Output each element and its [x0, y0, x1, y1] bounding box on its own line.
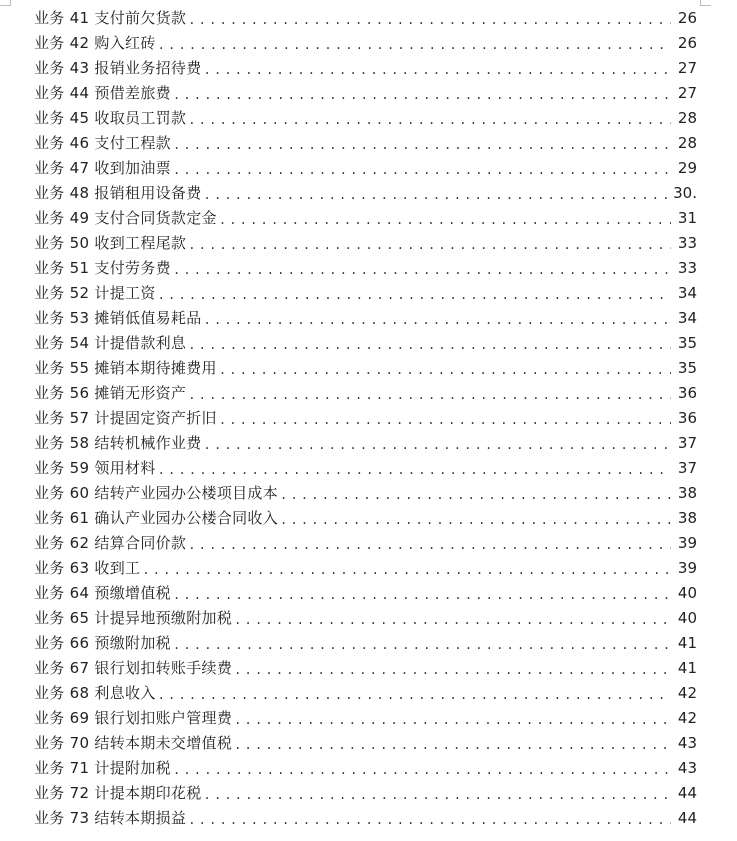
toc-entry-title[interactable]: 业务 46 支付工程款: [34, 134, 171, 152]
toc-dot-leader: [204, 434, 671, 456]
toc-dot-leader: [188, 534, 671, 556]
toc-entry-page-number[interactable]: 44: [677, 809, 697, 827]
toc-entry-page-number[interactable]: 43: [677, 734, 697, 752]
toc-entry-title[interactable]: 业务 49 支付合同货款定金: [34, 209, 217, 227]
toc-entry-page-number[interactable]: 41: [677, 634, 697, 652]
toc-entry-page-number[interactable]: 34: [677, 309, 697, 327]
toc-entry[interactable]: [34, 106, 697, 131]
toc-dot-leader: [188, 334, 671, 356]
toc-entry[interactable]: [34, 556, 697, 581]
toc-dot-leader: [204, 309, 671, 331]
toc-entry-title[interactable]: 业务 56 摊销无形资产: [34, 384, 187, 402]
toc-dot-leader: [188, 384, 671, 406]
toc-entry-title[interactable]: 业务 58 结转机械作业费: [34, 434, 202, 452]
toc-entry-page-number[interactable]: 35: [677, 334, 697, 352]
toc-entry[interactable]: [34, 306, 697, 331]
toc-entry[interactable]: [34, 81, 697, 106]
toc-dot-leader: [234, 709, 671, 731]
toc-entry-page-number[interactable]: 30.: [673, 184, 697, 202]
toc-dot-leader: [219, 409, 671, 431]
toc-entry-title[interactable]: 业务 54 计提借款利息: [34, 334, 187, 352]
toc-entry-title[interactable]: 业务 66 预缴附加税: [34, 634, 171, 652]
toc-entry[interactable]: [34, 281, 697, 306]
toc-dot-leader: [280, 484, 671, 506]
page-corner-mark-left: [0, 0, 11, 6]
toc-entry-page-number[interactable]: 40: [677, 584, 697, 602]
toc-entry-title[interactable]: 业务 59 领用材料: [34, 459, 156, 477]
toc-entry[interactable]: [34, 581, 697, 606]
toc-entry[interactable]: [34, 131, 697, 156]
toc-dot-leader: [204, 784, 671, 806]
toc-entry-title[interactable]: 业务 69 银行划扣账户管理费: [34, 709, 233, 727]
toc-entry-page-number[interactable]: 44: [677, 784, 697, 802]
toc-entry-title[interactable]: 业务 45 收取员工罚款: [34, 109, 187, 127]
toc-dot-leader: [234, 659, 671, 681]
toc-entry[interactable]: [34, 631, 697, 656]
page-corner-mark-right: [700, 0, 711, 6]
toc-entry-title[interactable]: 业务 62 结算合同价款: [34, 534, 187, 552]
toc-dot-leader: [173, 584, 671, 606]
toc-entry-page-number[interactable]: 37: [677, 434, 697, 452]
toc-entry[interactable]: [34, 356, 697, 381]
toc-entry[interactable]: [34, 506, 697, 531]
toc-dot-leader: [219, 209, 671, 231]
toc-entry-title[interactable]: 业务 48 报销租用设备费: [34, 184, 202, 202]
toc-entry-title[interactable]: 业务 61 确认产业园办公楼合同收入: [34, 509, 279, 527]
toc-entry-page-number[interactable]: 33: [677, 259, 697, 277]
toc-entry[interactable]: [34, 706, 697, 731]
toc-entry[interactable]: [34, 56, 697, 81]
toc-entry[interactable]: [34, 731, 697, 756]
toc-dot-leader: [204, 184, 671, 206]
toc-entry-title[interactable]: 业务 42 购入红砖: [34, 34, 156, 52]
toc-dot-leader: [158, 284, 671, 306]
toc-dot-leader: [204, 59, 671, 81]
toc-entry-page-number[interactable]: 35: [677, 359, 697, 377]
toc-entry-page-number[interactable]: 39: [677, 534, 697, 552]
toc-dot-leader: [158, 34, 671, 56]
toc-entry-page-number[interactable]: 42: [677, 684, 697, 702]
toc-entry-title[interactable]: 业务 55 摊销本期待摊费用: [34, 359, 217, 377]
toc-entry-title[interactable]: 业务 68 利息收入: [34, 684, 156, 702]
toc-entry-page-number[interactable]: 31: [677, 209, 697, 227]
toc-entry-page-number[interactable]: 40: [677, 609, 697, 627]
toc-entry-page-number[interactable]: 28: [677, 134, 697, 152]
toc-entry-page-number[interactable]: 43: [677, 759, 697, 777]
toc-entry[interactable]: [34, 331, 697, 356]
toc-dot-leader: [173, 134, 671, 156]
toc-entry-page-number[interactable]: 26: [677, 34, 697, 52]
toc-entry[interactable]: [34, 231, 697, 256]
toc-entry-title[interactable]: 业务 67 银行划扣转账手续费: [34, 659, 233, 677]
toc-entry-page-number[interactable]: 33: [677, 234, 697, 252]
toc-entry[interactable]: [34, 431, 697, 456]
toc-entry-title[interactable]: 业务 64 预缴增值税: [34, 584, 171, 602]
toc-entry[interactable]: [34, 681, 697, 706]
toc-entry-page-number[interactable]: 36: [677, 384, 697, 402]
toc-dot-leader: [173, 84, 671, 106]
toc-entry[interactable]: [34, 606, 697, 631]
toc-entry-title[interactable]: 业务 52 计提工资: [34, 284, 156, 302]
toc-dot-leader: [158, 459, 671, 481]
toc-entry-page-number[interactable]: 37: [677, 459, 697, 477]
toc-entry[interactable]: [34, 531, 697, 556]
toc-dot-leader: [188, 809, 671, 831]
table-of-contents: [34, 6, 697, 831]
toc-dot-leader: [188, 9, 671, 31]
toc-entry[interactable]: [34, 406, 697, 431]
toc-entry-title[interactable]: 业务 51 支付劳务费: [34, 259, 171, 277]
toc-dot-leader: [173, 759, 671, 781]
toc-dot-leader: [188, 109, 671, 131]
toc-entry-title[interactable]: 业务 50 收到工程尾款: [34, 234, 187, 252]
toc-entry-page-number[interactable]: 41: [677, 659, 697, 677]
toc-dot-leader: [158, 684, 671, 706]
toc-entry[interactable]: [34, 756, 697, 781]
toc-entry-title[interactable]: 业务 60 结转产业园办公楼项目成本: [34, 484, 279, 502]
toc-entry-page-number[interactable]: 34: [677, 284, 697, 302]
toc-entry[interactable]: [34, 156, 697, 181]
toc-entry-title[interactable]: 业务 70 结转本期未交增值税: [34, 734, 233, 752]
toc-entry[interactable]: [34, 256, 697, 281]
toc-entry[interactable]: [34, 31, 697, 56]
toc-entry[interactable]: [34, 456, 697, 481]
toc-entry-title[interactable]: 业务 72 计提本期印花税: [34, 784, 202, 802]
toc-dot-leader: [234, 609, 671, 631]
toc-dot-leader: [173, 159, 671, 181]
toc-entry-page-number[interactable]: 29: [677, 159, 697, 177]
toc-entry[interactable]: [34, 806, 697, 831]
toc-entry-title[interactable]: 业务 71 计提附加税: [34, 759, 171, 777]
toc-entry-title[interactable]: 业务 57 计提固定资产折旧: [34, 409, 217, 427]
toc-entry-page-number[interactable]: 28: [677, 109, 697, 127]
toc-dot-leader: [173, 259, 671, 281]
toc-dot-leader: [219, 359, 671, 381]
toc-entry-page-number[interactable]: 42: [677, 709, 697, 727]
toc-entry[interactable]: [34, 6, 697, 31]
toc-entry[interactable]: [34, 481, 697, 506]
toc-dot-leader: [188, 234, 671, 256]
toc-entry[interactable]: [34, 181, 697, 206]
toc-dot-leader: [234, 734, 671, 756]
toc-entry-page-number[interactable]: 36: [677, 409, 697, 427]
toc-entry-title[interactable]: 业务 44 预借差旅费: [34, 84, 171, 102]
toc-entry[interactable]: [34, 206, 697, 231]
toc-dot-leader: [280, 509, 671, 531]
toc-entry-title[interactable]: 业务 53 摊销低值易耗品: [34, 309, 202, 327]
toc-entry-page-number[interactable]: 38: [677, 484, 697, 502]
toc-entry[interactable]: [34, 656, 697, 681]
toc-dot-leader: [142, 559, 671, 581]
toc-entry-title[interactable]: 业务 73 结转本期损益: [34, 809, 187, 827]
toc-entry-page-number[interactable]: 26: [677, 9, 697, 27]
toc-entry-title[interactable]: 业务 43 报销业务招待费: [34, 59, 202, 77]
toc-entry-page-number[interactable]: 39: [677, 559, 697, 577]
toc-entry-title[interactable]: 业务 65 计提异地预缴附加税: [34, 609, 233, 627]
toc-entry-page-number[interactable]: 27: [677, 84, 697, 102]
toc-entry[interactable]: [34, 781, 697, 806]
toc-entry-page-number[interactable]: 27: [677, 59, 697, 77]
toc-entry-page-number[interactable]: 38: [677, 509, 697, 527]
toc-dot-leader: [173, 634, 671, 656]
toc-entry-title[interactable]: 业务 63 收到工: [34, 559, 141, 577]
toc-entry-title[interactable]: 业务 47 收到加油票: [34, 159, 171, 177]
toc-entry[interactable]: [34, 381, 697, 406]
toc-entry-title[interactable]: 业务 41 支付前欠货款: [34, 9, 187, 27]
